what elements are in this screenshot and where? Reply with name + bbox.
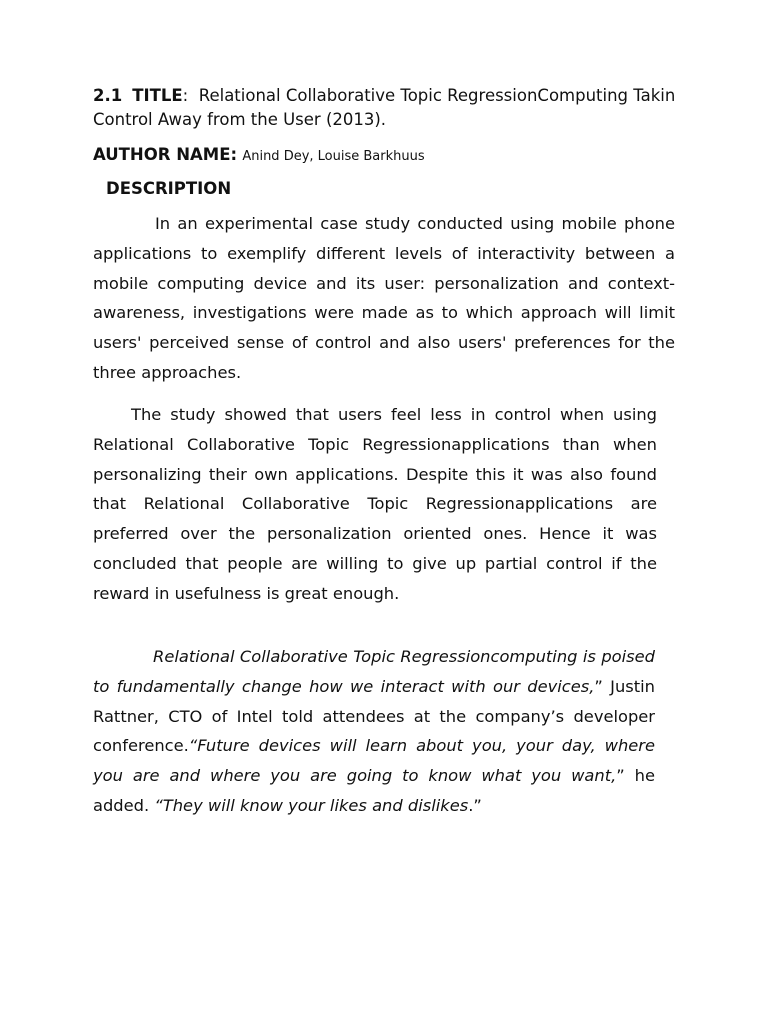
paragraph-3 [93,642,655,821]
title-separator: : [182,86,189,105]
author-names: Anind Dey, Louise Barkhuus [242,149,425,164]
author-line [93,144,425,168]
quote-part-1: Relational Collaborative Topic Regressioncomputing is poised to fundamentally change how we interact with our devices, [93,647,655,696]
quote-part-5: “They will know your likes and dislikes [154,795,469,815]
paragraph-2: The study showed that users feel less in control when using Relational Collaborative Topic Regressionapplications than when personalizing their own applications. Despite this it was also found that Relational Collaborative Topic Regressionapplications are preferred over the personalization oriented ones. Hence it was concluded that people are willing to give up partial control if the reward in usefulness is great enough. [93,405,657,603]
quote-part-2: ” Justin Rattner, CTO of Intel told attendees at the company’s developer conference. [93,676,655,756]
quote-part-6: .” [468,795,482,815]
document-title: Relational Collaborative Topic RegressionComputing Takin Control Away from the User (2013). [93,86,676,129]
title-block [93,84,693,132]
description-heading: DESCRIPTION [106,179,232,198]
quote-part-3: “Future devices will learn about you, your day, where you are and where you are going to know what you want, [93,736,655,786]
section-number: 2.1 [93,86,123,105]
title-label: TITLE [132,86,183,105]
quote-part-4: ” he added. [93,766,655,815]
paragraph-1: In an experimental case study conducted using mobile phone applications to exemplify different levels of interactivity between a mobile computing device and its user: personalization and context-awareness, investigations were made as to which approach will limit users' perceived sense of control and also users' preferences for the three approaches. [93,214,675,382]
author-label: AUTHOR NAME: [93,145,238,164]
